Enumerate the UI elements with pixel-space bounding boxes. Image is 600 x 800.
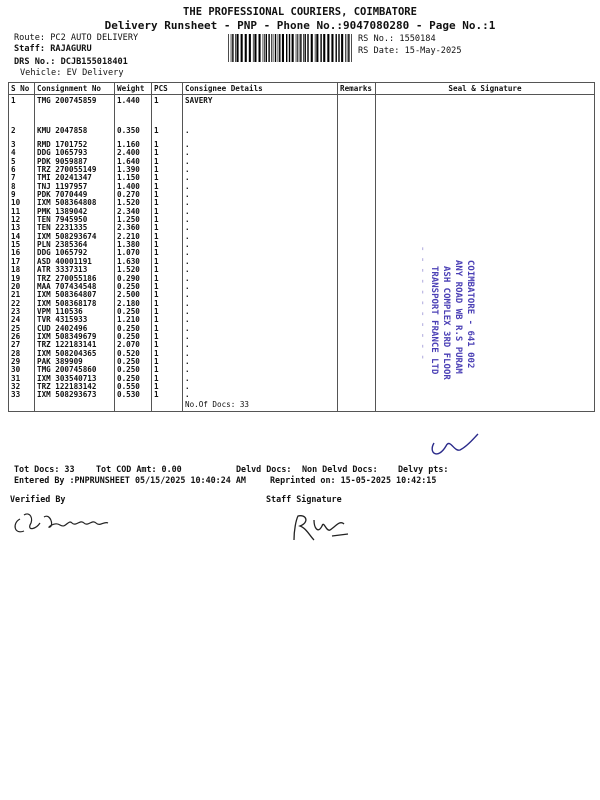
row-pcs: 1 (152, 233, 183, 241)
row-sno: 8 (9, 183, 35, 191)
stamp-line-3: ANY ROAD WB R.S PURAM (453, 260, 463, 374)
non-delvd-docs: Non Delvd Docs: (302, 464, 378, 474)
row-consignee: . (183, 341, 338, 349)
row-seal (376, 95, 595, 122)
table-row (9, 308, 595, 316)
row-weight: 0.250 (115, 333, 152, 341)
table-row (9, 333, 595, 341)
row-consignment: DDG 1065792 (35, 249, 115, 257)
staff-signature-label: Staff Signature (266, 494, 342, 504)
row-sno: 22 (9, 300, 35, 308)
row-seal (376, 208, 595, 216)
row-weight: 1.400 (115, 183, 152, 191)
row-remarks (338, 95, 376, 122)
row-remarks (338, 316, 376, 324)
row-pcs: 1 (152, 166, 183, 174)
table-row (9, 191, 595, 199)
row-weight: 1.160 (115, 141, 152, 149)
row-pcs: 1 (152, 174, 183, 182)
row-sno: 6 (9, 166, 35, 174)
table-row (9, 266, 595, 274)
row-pcs: 1 (152, 283, 183, 291)
row-weight: 1.390 (115, 166, 152, 174)
row-remarks (338, 233, 376, 241)
stamp-line-2: ASH COMPLEX 3RD FLOOR (441, 266, 451, 380)
row-consignment: TRZ 270055149 (35, 166, 115, 174)
table-row (9, 95, 595, 122)
row-weight: 1.630 (115, 258, 152, 266)
table-row (9, 199, 595, 207)
staff-line: Staff: RAJAGURU (14, 44, 92, 54)
row-consignee: . (183, 121, 338, 141)
row-remarks (338, 325, 376, 333)
row-pcs: 1 (152, 208, 183, 216)
row-remarks (338, 300, 376, 308)
row-weight: 0.270 (115, 191, 152, 199)
row-weight: 1.210 (115, 316, 152, 324)
row-sno: 9 (9, 191, 35, 199)
row-remarks (338, 121, 376, 141)
row-pcs: 1 (152, 158, 183, 166)
row-pcs: 1 (152, 350, 183, 358)
row-weight: 0.350 (115, 121, 152, 141)
row-consignment: KMU 2047858 (35, 121, 115, 141)
row-consignment: IXM 508349679 (35, 333, 115, 341)
row-pcs: 1 (152, 391, 183, 399)
row-consignee: . (183, 258, 338, 266)
table-row (9, 121, 595, 141)
row-remarks (338, 333, 376, 341)
row-weight: 0.250 (115, 325, 152, 333)
row-weight: 2.180 (115, 300, 152, 308)
row-consignee: . (183, 391, 338, 399)
table-row (9, 383, 595, 391)
row-remarks (338, 375, 376, 383)
row-seal (376, 158, 595, 166)
table-row (9, 375, 595, 383)
tot-cod: Tot COD Amt: 0.00 (96, 464, 182, 474)
row-sno: 27 (9, 341, 35, 349)
row-weight: 2.360 (115, 224, 152, 232)
row-consignment: IXM 508293674 (35, 233, 115, 241)
table-row (9, 149, 595, 157)
row-consignment: PMK 1389042 (35, 208, 115, 216)
table-row (9, 358, 595, 366)
table-row (9, 224, 595, 232)
row-sno: 13 (9, 224, 35, 232)
row-consignment: TNJ 1197957 (35, 183, 115, 191)
row-consignee: . (183, 166, 338, 174)
row-sno: 12 (9, 216, 35, 224)
row-weight: 1.640 (115, 158, 152, 166)
row-consignment: TMG 200745860 (35, 366, 115, 374)
row-remarks (338, 241, 376, 249)
row-consignment: PAK 389909 (35, 358, 115, 366)
table-footer-cell (9, 400, 35, 412)
row-consignment: IXM 508204365 (35, 350, 115, 358)
row-sno: 31 (9, 375, 35, 383)
row-consignee: . (183, 358, 338, 366)
row-pcs: 1 (152, 241, 183, 249)
row-seal (376, 216, 595, 224)
row-consignment: MAA 707434548 (35, 283, 115, 291)
table-footer-cell (35, 400, 115, 412)
row-pcs: 1 (152, 183, 183, 191)
row-remarks (338, 291, 376, 299)
table-row (9, 183, 595, 191)
verifier-signature (10, 505, 120, 537)
row-consignee: . (183, 375, 338, 383)
row-weight: 0.250 (115, 375, 152, 383)
row-remarks (338, 208, 376, 216)
row-pcs: 1 (152, 375, 183, 383)
table-row (9, 166, 595, 174)
row-consignee: . (183, 333, 338, 341)
row-seal (376, 191, 595, 199)
row-remarks (338, 174, 376, 182)
row-weight: 1.070 (115, 249, 152, 257)
table-row (9, 158, 595, 166)
col-consignee: Consignee Details (183, 83, 338, 95)
row-pcs: 1 (152, 308, 183, 316)
row-pcs: 1 (152, 258, 183, 266)
row-consignee: . (183, 383, 338, 391)
stamp-line-4: COIMBATORE - 641 002 (465, 260, 475, 369)
row-sno: 33 (9, 391, 35, 399)
table-row (9, 366, 595, 374)
rs-no: RS No.: 1550184 (358, 34, 436, 44)
row-consignment: IXM 303540713 (35, 375, 115, 383)
stamp-line-1: TRANSPORT FRANCE LTD (429, 266, 439, 375)
table-row (9, 300, 595, 308)
row-remarks (338, 224, 376, 232)
row-consignment: TEN 2231335 (35, 224, 115, 232)
row-consignee: . (183, 350, 338, 358)
row-sno: 30 (9, 366, 35, 374)
delvy-pts: Delvy pts: (398, 464, 449, 474)
row-consignee: . (183, 208, 338, 216)
row-consignment: IXM 508368178 (35, 300, 115, 308)
row-remarks (338, 166, 376, 174)
row-pcs: 1 (152, 275, 183, 283)
delvd-docs: Delvd Docs: (236, 464, 292, 474)
row-remarks (338, 350, 376, 358)
table-row (9, 258, 595, 266)
row-sno: 14 (9, 233, 35, 241)
row-consignment: TMG 200745859 (35, 95, 115, 122)
row-seal (376, 149, 595, 157)
row-pcs: 1 (152, 191, 183, 199)
row-remarks (338, 216, 376, 224)
row-weight: 0.550 (115, 383, 152, 391)
row-consignee: . (183, 316, 338, 324)
barcode (228, 34, 354, 62)
col-remarks: Remarks (338, 83, 376, 95)
row-consignee: . (183, 183, 338, 191)
row-seal (376, 121, 595, 141)
row-pcs: 1 (152, 291, 183, 299)
row-consignee: . (183, 308, 338, 316)
row-sno: 11 (9, 208, 35, 216)
row-consignment: PLN 2385364 (35, 241, 115, 249)
table-row (9, 291, 595, 299)
row-pcs: 1 (152, 341, 183, 349)
table-row (9, 249, 595, 257)
row-sno: 20 (9, 283, 35, 291)
col-sno: S No (9, 83, 35, 95)
row-sno: 1 (9, 95, 35, 122)
row-remarks (338, 283, 376, 291)
row-consignment: IXM 508293673 (35, 391, 115, 399)
row-seal (376, 174, 595, 182)
row-weight: 0.250 (115, 358, 152, 366)
table-header-row (9, 83, 595, 95)
staff-signature (288, 510, 358, 546)
row-remarks (338, 249, 376, 257)
row-consignee: SAVERY (183, 95, 338, 122)
table-row (9, 275, 595, 283)
row-sno: 23 (9, 308, 35, 316)
row-consignment: IXM 508364807 (35, 291, 115, 299)
row-consignment: ASD 40001191 (35, 258, 115, 266)
row-sno: 5 (9, 158, 35, 166)
row-pcs: 1 (152, 199, 183, 207)
col-pcs: PCS (152, 83, 183, 95)
row-sno: 17 (9, 258, 35, 266)
row-sno: 25 (9, 325, 35, 333)
row-sno: 4 (9, 149, 35, 157)
row-consignee: . (183, 141, 338, 149)
row-weight: 1.440 (115, 95, 152, 122)
reprinted-on: Reprinted on: 15-05-2025 10:42:15 (270, 475, 437, 485)
table-row (9, 391, 595, 399)
row-consignment: VPM 110536 (35, 308, 115, 316)
table-row (9, 174, 595, 182)
row-weight: 2.400 (115, 149, 152, 157)
row-consignee: . (183, 149, 338, 157)
row-pcs: 1 (152, 95, 183, 122)
row-sno: 19 (9, 275, 35, 283)
row-consignment: DDG 1065793 (35, 149, 115, 157)
row-sno: 15 (9, 241, 35, 249)
row-remarks (338, 191, 376, 199)
row-sno: 32 (9, 383, 35, 391)
row-weight: 2.500 (115, 291, 152, 299)
row-consignee: . (183, 174, 338, 182)
row-pcs: 1 (152, 266, 183, 274)
vehicle-line: Vehicle: EV Delivery (20, 68, 124, 78)
runsheet-subtitle: Delivery Runsheet - PNP - Phone No.:9047080280 - Page No.:1 (104, 19, 496, 32)
row-consignment: TEN 7945950 (35, 216, 115, 224)
row-seal (376, 224, 595, 232)
row-seal (376, 166, 595, 174)
row-weight: 2.340 (115, 208, 152, 216)
verified-by-label: Verified By (10, 494, 66, 504)
row-pcs: 1 (152, 325, 183, 333)
row-remarks (338, 275, 376, 283)
table-row (9, 283, 595, 291)
tot-docs: Tot Docs: 33 (14, 464, 75, 474)
table-row (9, 216, 595, 224)
row-consignee: . (183, 216, 338, 224)
table-row (9, 241, 595, 249)
row-sno: 2 (9, 121, 35, 141)
rs-date: RS Date: 15-May-2025 (358, 46, 462, 56)
row-pcs: 1 (152, 224, 183, 232)
row-weight: 0.530 (115, 391, 152, 399)
row-weight: 0.290 (115, 275, 152, 283)
row-consignee: . (183, 291, 338, 299)
no-of-docs: No.Of Docs: 33 (183, 400, 338, 412)
company-title: THE PROFESSIONAL COURIERS, COIMBATORE (183, 6, 417, 18)
row-consignee: . (183, 266, 338, 274)
entered-by: Entered By :PNPRUNSHEET 05/15/2025 10:40:24 AM (14, 475, 246, 485)
row-pcs: 1 (152, 300, 183, 308)
row-pcs: 1 (152, 141, 183, 149)
row-weight: 0.250 (115, 366, 152, 374)
row-remarks (338, 358, 376, 366)
row-pcs: 1 (152, 333, 183, 341)
row-consignee: . (183, 233, 338, 241)
table-row (9, 316, 595, 324)
row-pcs: 1 (152, 149, 183, 157)
table-footer-cell (115, 400, 152, 412)
table-footer-row (9, 400, 595, 412)
row-consignee: . (183, 249, 338, 257)
row-weight: 1.380 (115, 241, 152, 249)
row-sno: 10 (9, 199, 35, 207)
row-pcs: 1 (152, 366, 183, 374)
row-consignment: ATR 3337313 (35, 266, 115, 274)
row-remarks (338, 149, 376, 157)
row-remarks (338, 183, 376, 191)
row-consignee: . (183, 241, 338, 249)
table-footer-cell (338, 400, 376, 412)
row-consignment: TRZ 122183141 (35, 341, 115, 349)
row-consignee: . (183, 283, 338, 291)
row-consignment: PDK 9059887 (35, 158, 115, 166)
row-sno: 3 (9, 141, 35, 149)
row-consignment: TMI 20241347 (35, 174, 115, 182)
row-sno: 18 (9, 266, 35, 274)
row-weight: 0.250 (115, 308, 152, 316)
table-row (9, 141, 595, 149)
table-row (9, 350, 595, 358)
row-weight: 1.250 (115, 216, 152, 224)
row-pcs: 1 (152, 249, 183, 257)
row-consignment: IXM 508364808 (35, 199, 115, 207)
row-sno: 29 (9, 358, 35, 366)
svg-text:- - - - - - - - - - -: - - - - - - - - - - - (417, 246, 427, 360)
row-consignee: . (183, 191, 338, 199)
row-remarks (338, 308, 376, 316)
row-sno: 21 (9, 291, 35, 299)
row-remarks (338, 141, 376, 149)
row-consignee: . (183, 325, 338, 333)
row-remarks (338, 383, 376, 391)
row-sno: 7 (9, 174, 35, 182)
col-weight: Weight (115, 83, 152, 95)
row-remarks (338, 199, 376, 207)
drs-line: DRS No.: DCJB155018401 (14, 57, 128, 67)
row-consignee: . (183, 224, 338, 232)
row-sno: 28 (9, 350, 35, 358)
runsheet-table (8, 82, 595, 412)
row-consignee: . (183, 275, 338, 283)
table-row (9, 341, 595, 349)
row-pcs: 1 (152, 216, 183, 224)
row-weight: 1.520 (115, 266, 152, 274)
row-weight: 0.520 (115, 350, 152, 358)
row-seal (376, 199, 595, 207)
table-row (9, 233, 595, 241)
row-pcs: 1 (152, 316, 183, 324)
row-sno: 24 (9, 316, 35, 324)
row-remarks (338, 258, 376, 266)
table-row (9, 325, 595, 333)
col-consignment: Consignment No (35, 83, 115, 95)
row-remarks (338, 391, 376, 399)
row-consignee: . (183, 366, 338, 374)
row-seal (376, 141, 595, 149)
row-weight: 2.210 (115, 233, 152, 241)
row-remarks (338, 266, 376, 274)
row-remarks (338, 341, 376, 349)
route-line: Route: PC2 AUTO DELIVERY (14, 33, 139, 43)
row-consignee: . (183, 199, 338, 207)
company-stamp (398, 238, 488, 488)
row-pcs: 1 (152, 383, 183, 391)
row-consignment: TRZ 270055186 (35, 275, 115, 283)
row-consignment: TRZ 122183142 (35, 383, 115, 391)
row-consignee: . (183, 300, 338, 308)
row-consignment: CUD 2402496 (35, 325, 115, 333)
col-seal: Seal & Signature (376, 83, 595, 95)
row-weight: 1.520 (115, 199, 152, 207)
row-pcs: 1 (152, 358, 183, 366)
row-weight: 1.150 (115, 174, 152, 182)
row-remarks (338, 366, 376, 374)
row-sno: 16 (9, 249, 35, 257)
row-pcs: 1 (152, 121, 183, 141)
table-row (9, 208, 595, 216)
row-weight: 0.250 (115, 283, 152, 291)
row-seal (376, 183, 595, 191)
row-remarks (338, 158, 376, 166)
row-sno: 26 (9, 333, 35, 341)
row-consignment: TVR 4315933 (35, 316, 115, 324)
row-consignment: RMD 1701752 (35, 141, 115, 149)
row-consignee: . (183, 158, 338, 166)
row-weight: 2.070 (115, 341, 152, 349)
row-consignment: PDK 7070449 (35, 191, 115, 199)
table-footer-cell (152, 400, 183, 412)
